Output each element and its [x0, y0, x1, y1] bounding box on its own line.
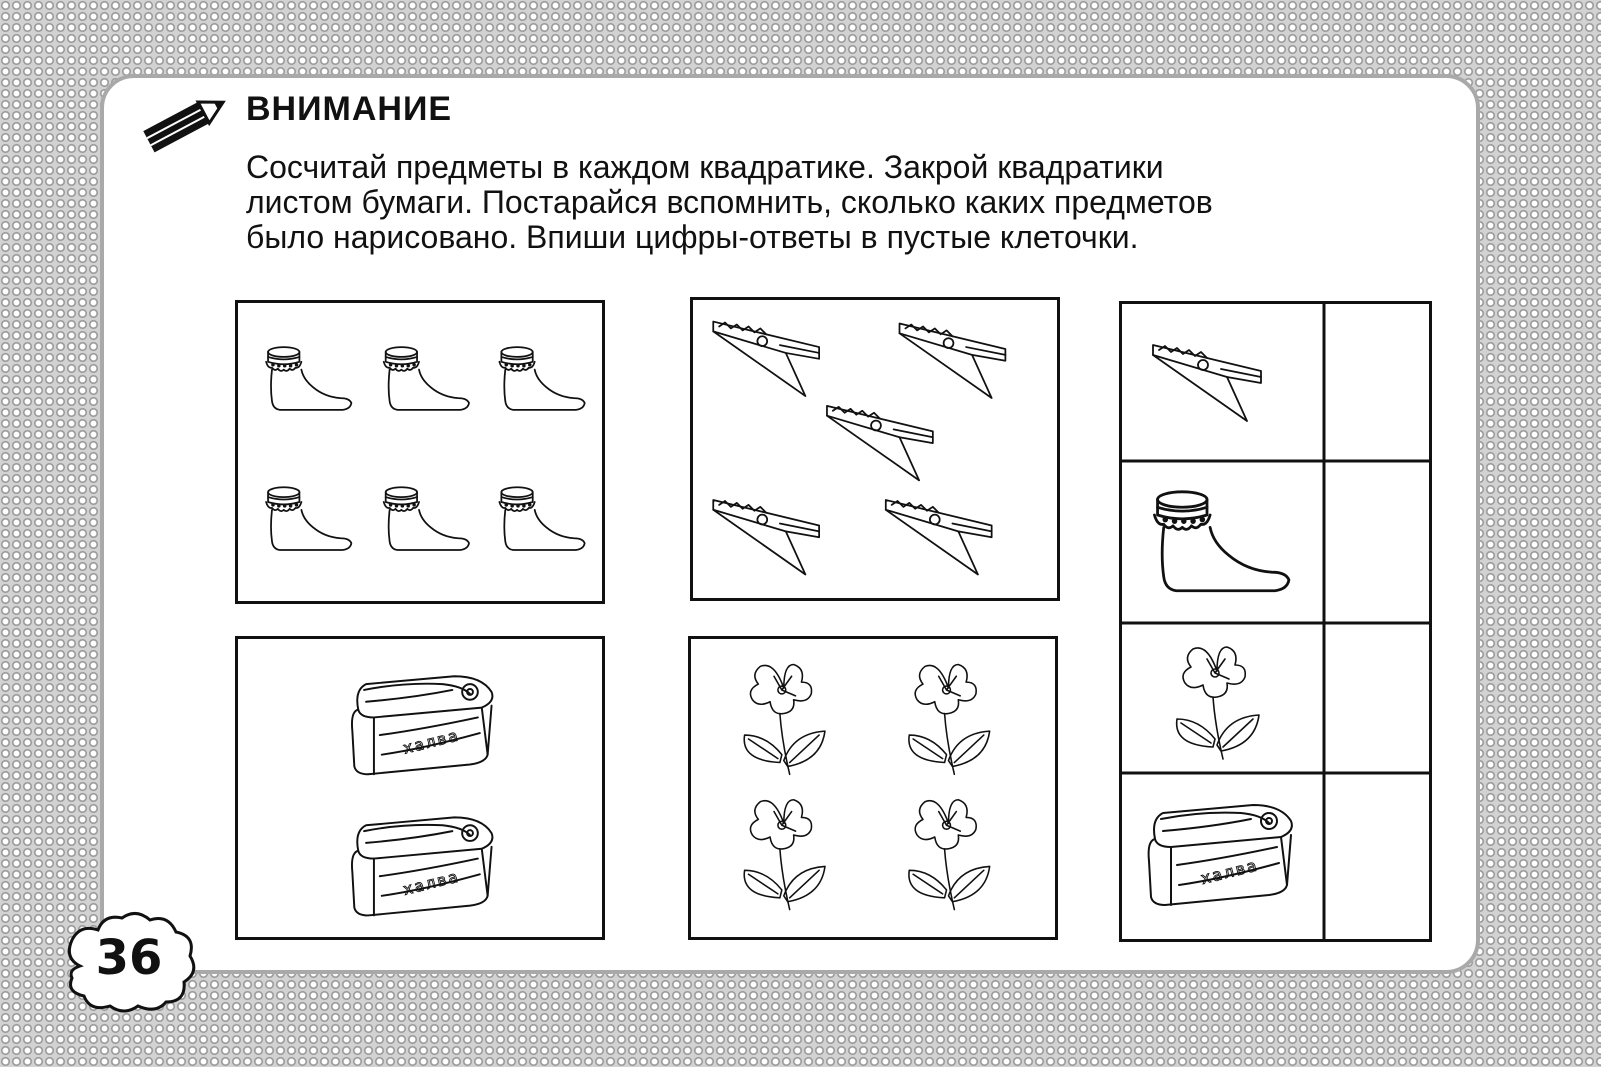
halva-picture [238, 639, 602, 937]
page-number: 36 [95, 930, 163, 986]
answer-cell-flowers[interactable] [1327, 625, 1434, 773]
instructions-line-3: было нарисовано. Впиши цифры-ответы в пустые клеточки. [246, 219, 1139, 255]
clothespin-icon [827, 406, 933, 481]
picture-box-clothespins [690, 297, 1060, 601]
picture-box-halva [235, 636, 605, 940]
flower-icon [909, 800, 990, 910]
picture-box-flowers [688, 636, 1058, 940]
answer-cell-halva[interactable] [1327, 775, 1434, 941]
flower-icon [744, 800, 825, 910]
sock-icon [499, 347, 584, 410]
instructions-line-1: Сосчитай предметы в каждом квадратике. Закрой квадратики [246, 149, 1164, 185]
answer-cell-clothespins[interactable] [1327, 303, 1434, 461]
sock-icon [384, 347, 469, 410]
sock-icon [499, 487, 584, 550]
clothespin-icon [713, 322, 819, 397]
picture-box-socks [235, 300, 605, 604]
socks-picture [238, 303, 602, 601]
pencil-icon [138, 88, 234, 156]
halva-icon [352, 817, 492, 915]
page-title: ВНИМАНИЕ [246, 90, 453, 128]
sock-icon [384, 487, 469, 550]
flower-icon [909, 664, 990, 774]
halva-icon [352, 676, 492, 774]
flower-icon [744, 664, 825, 774]
clothespin-icon [713, 500, 819, 575]
clothespins-picture [693, 300, 1057, 598]
instructions-text [246, 150, 1446, 255]
clothespin-icon [900, 324, 1006, 399]
clothespin-icon [886, 500, 992, 575]
instructions-line-2: листом бумаги. Постарайся вспомнить, сколько каких предметов [246, 184, 1213, 220]
answer-cell-socks[interactable] [1327, 463, 1434, 623]
sock-icon [266, 487, 351, 550]
flowers-picture [691, 639, 1055, 937]
sock-icon [266, 347, 351, 410]
